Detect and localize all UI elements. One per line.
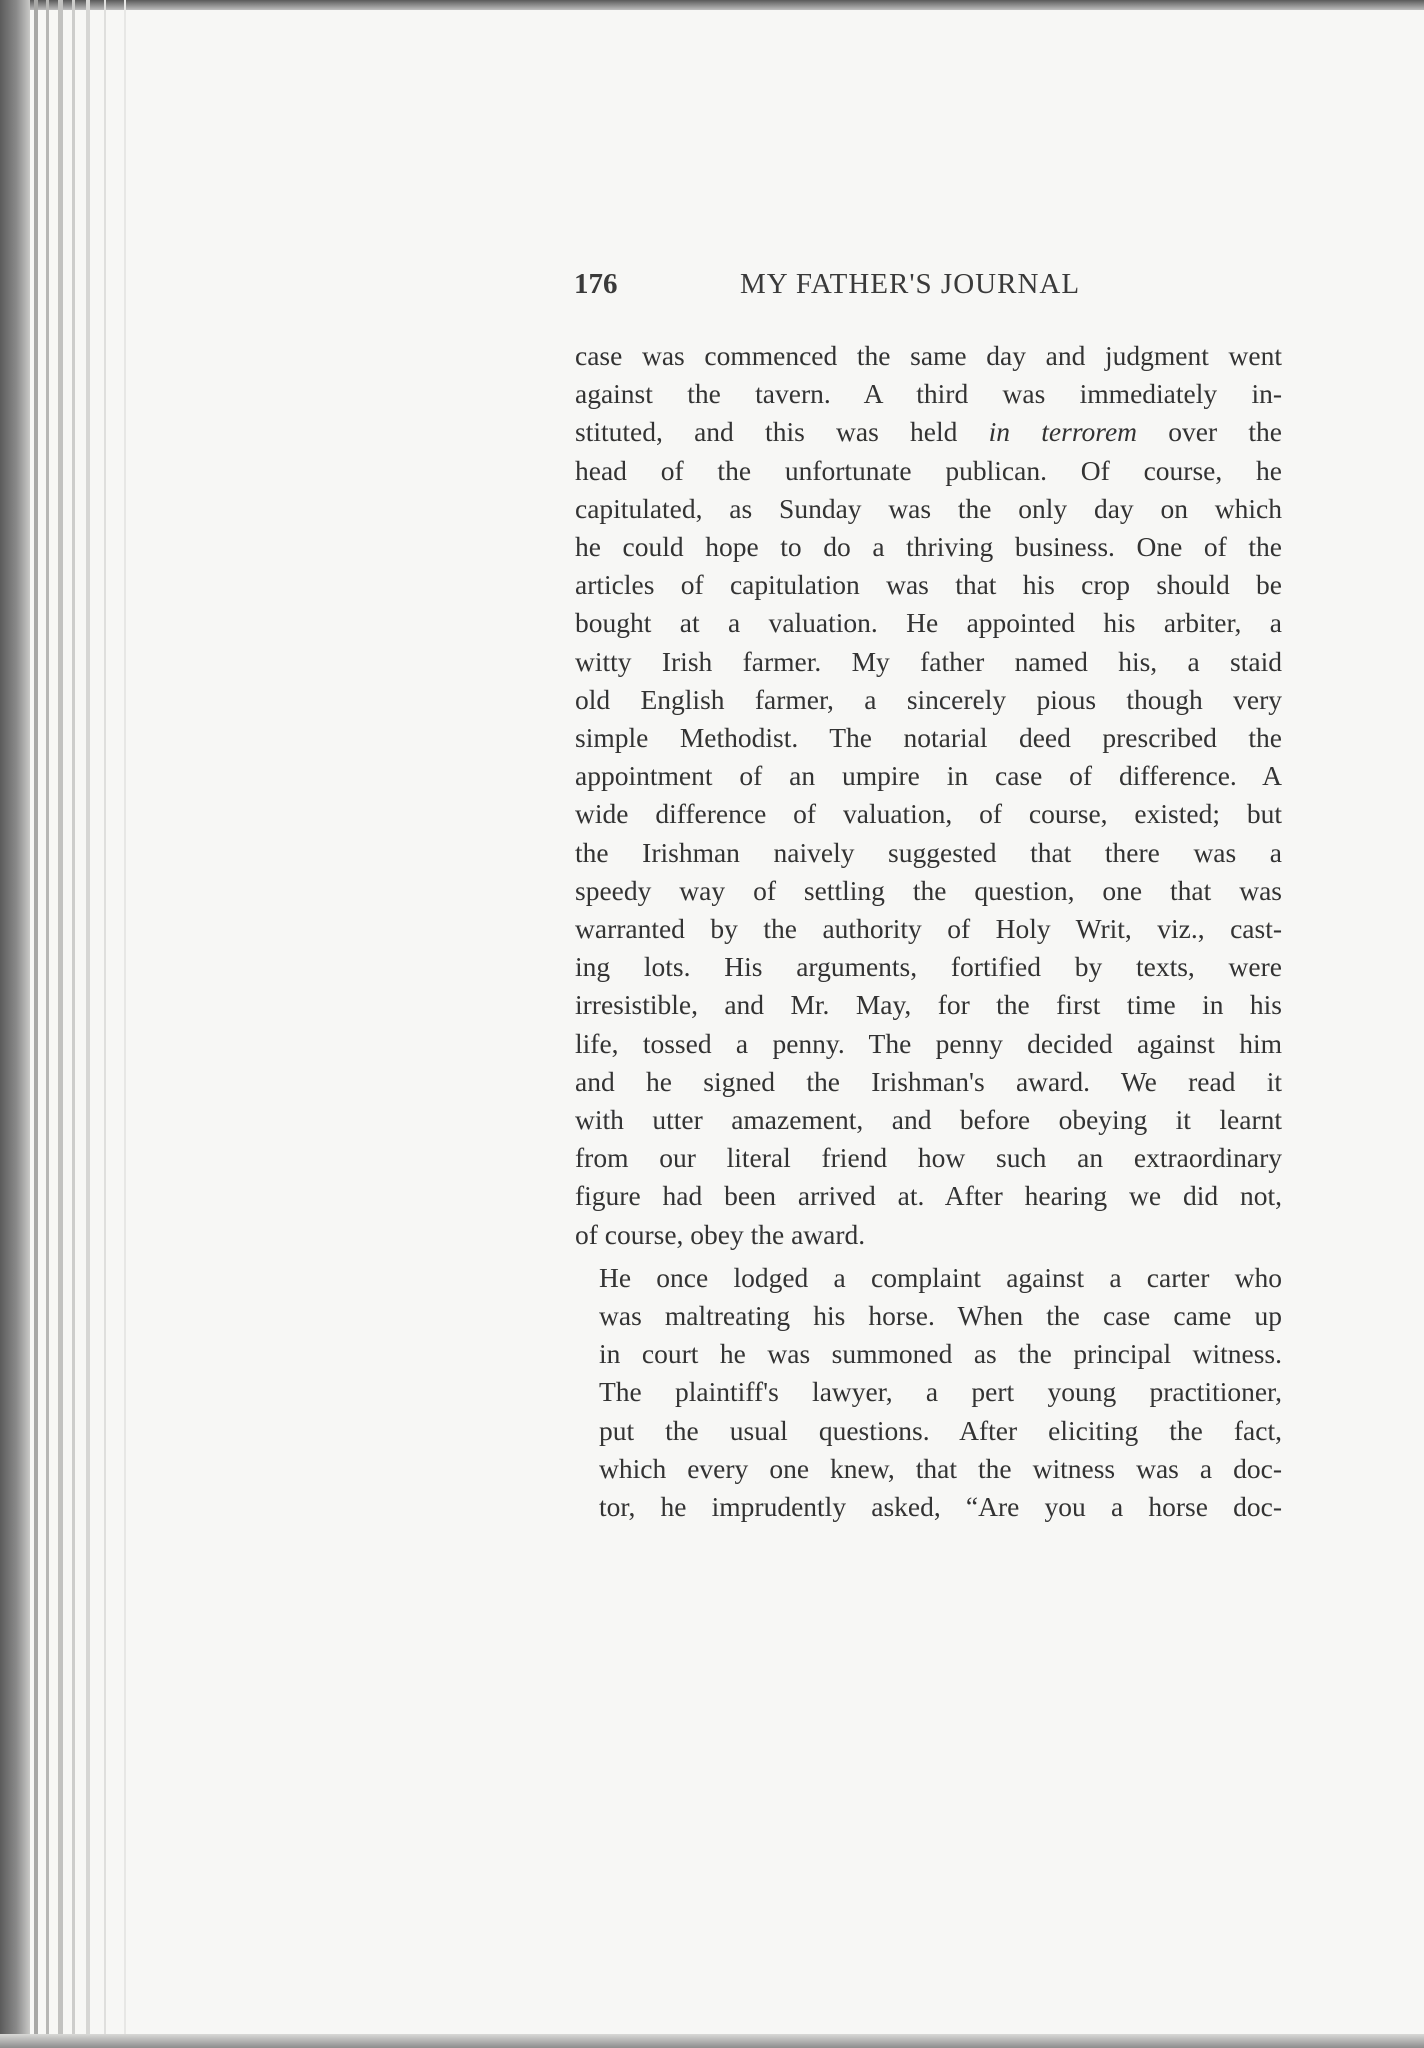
text-line: bought at a valuation. He appointed his arbiter, a (575, 607, 1282, 639)
text-line: put the usual questions. After eliciting the fact, (599, 1414, 1282, 1446)
text-line: the Irishman naively suggested that there was a (575, 836, 1282, 868)
text-line (575, 413, 1282, 451)
text-line: speedy way of settling the question, one that was (575, 874, 1282, 906)
page-edges (0, 0, 150, 2048)
page-edge-line (46, 0, 49, 2048)
text-line: and he signed the Irishman's award. We read it (575, 1065, 1282, 1097)
page-edge-line (124, 0, 126, 2048)
paragraph (575, 1259, 1282, 1526)
text-line: wide difference of valuation, of course, existed; but (575, 798, 1282, 830)
text-line: capitulated, as Sunday was the only day on which (575, 492, 1282, 524)
text-line: life, tossed a penny. The penny decided against him (575, 1027, 1282, 1059)
text-line: from our literal friend how such an extraordinary (575, 1142, 1282, 1174)
binding-shadow (0, 0, 30, 2048)
text-run: over the (1137, 416, 1282, 448)
text-line: head of the unfortunate publican. Of course, he (575, 454, 1282, 486)
text-line: with utter amazement, and before obeying it learnt (575, 1104, 1282, 1136)
paragraph (575, 337, 1282, 1254)
text-line: he could hope to do a thriving business. One of the (575, 531, 1282, 563)
page-edge-line (58, 0, 63, 2048)
text-line: old English farmer, a sincerely pious though very (575, 683, 1282, 715)
page-edge-line (104, 0, 106, 2048)
text-line: simple Methodist. The notarial deed prescribed the (575, 722, 1282, 754)
page-edge-line (34, 0, 38, 2048)
text-line: of course, obey the award. (575, 1218, 866, 1250)
text-line: articles of capitulation was that his crop should be (575, 569, 1282, 601)
text-line: ing lots. His arguments, fortified by texts, were (575, 951, 1282, 983)
text-line: irresistible, and Mr. May, for the first time in his (575, 989, 1282, 1021)
text-line: which every one knew, that the witness was a doc- (599, 1452, 1282, 1484)
text-line: was maltreating his horse. When the case came up (599, 1300, 1282, 1332)
text-run: stituted, and this was held (575, 416, 989, 448)
text-line: The plaintiff's lawyer, a pert young practitioner, (599, 1376, 1282, 1408)
text-line: figure had been arrived at. After hearing we did not, (575, 1180, 1282, 1212)
italic-phrase: in terrorem (988, 416, 1138, 448)
page-edge-line (86, 0, 90, 2048)
text-line: He once lodged a complaint against a carter who (599, 1261, 1282, 1293)
running-title: MY FATHER'S JOURNAL (740, 268, 1081, 300)
text-line: in court he was summoned as the principal witness. (599, 1338, 1282, 1370)
text-line: warranted by the authority of Holy Writ, viz., cast- (575, 913, 1282, 945)
page-edge-line (72, 0, 75, 2048)
running-header (574, 268, 1284, 308)
page-number: 176 (574, 268, 618, 300)
page-body-text (575, 337, 1282, 1526)
text-line: against the tavern. A third was immediately in- (575, 378, 1282, 410)
text-line: tor, he imprudently asked, “Are you a horse doc- (599, 1491, 1282, 1523)
scan-bottom-border (0, 2034, 1424, 2048)
text-line: witty Irish farmer. My father named his, a staid (575, 645, 1282, 677)
text-line: case was commenced the same day and judgment went (575, 340, 1282, 371)
scan-top-border (0, 0, 1424, 10)
text-line: appointment of an umpire in case of difference. A (575, 760, 1282, 792)
